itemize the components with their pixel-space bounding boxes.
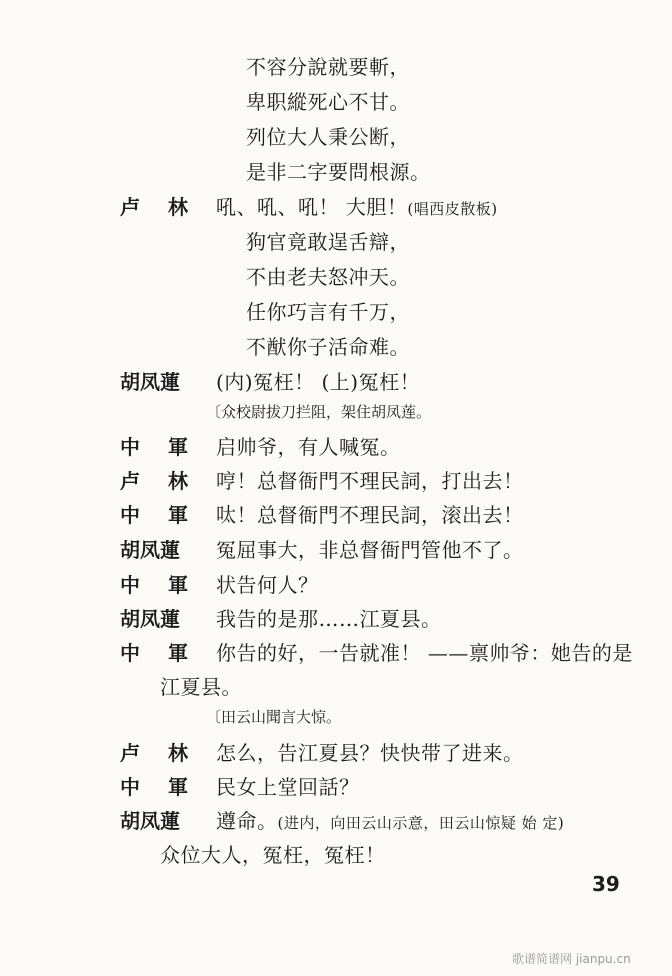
speaker-name: 胡凤蓮: [120, 370, 180, 394]
dialogue-line: [120, 194, 498, 222]
dialogue-text: 状告何人？: [216, 573, 319, 597]
dialogue-line: [120, 468, 524, 494]
dialogue-text: 遵命。: [216, 809, 278, 833]
verse-line: 列位大人秉公断，: [246, 125, 410, 149]
dialogue-text: (内)冤枉！ (上)冤枉！: [216, 370, 421, 394]
speaker-name: 卢 林: [120, 741, 192, 765]
speaker-name: 胡凤蓮: [120, 607, 180, 631]
dialogue-line: [120, 808, 564, 836]
dialogue-text: 你告的好，一告就准！ ——禀帅爷：她告的是: [216, 641, 633, 665]
stage-cue: (进内，向田云山示意，田云山惊疑 始 定): [277, 814, 565, 832]
continuation-line: 众位大人，冤枉，冤枉！: [160, 843, 386, 867]
speaker-name: 卢 林: [120, 195, 192, 219]
speaker-name: 中 軍: [120, 573, 192, 597]
speaker-name: 中 軍: [120, 775, 192, 799]
dialogue-text: 民女上堂回話？: [216, 775, 360, 799]
dialogue-text: 呔！总督衙門不理民詞，滚出去！: [216, 503, 524, 527]
continuation-line: 江夏县。: [160, 675, 242, 699]
speaker-name: 中 軍: [120, 435, 192, 459]
verse-line: 是非二字要問根源。: [246, 160, 431, 184]
verse-line: 狗官竟敢逞舌辯，: [246, 230, 410, 254]
dialogue-line: [120, 740, 524, 766]
dialogue-line: [120, 640, 633, 666]
dialogue-text: 吼、吼、吼！ 大胆！: [216, 195, 408, 219]
speaker-name: 胡凤蓮: [120, 538, 180, 562]
stage-direction: 〔众校尉拔刀拦阻，架住胡凤莲。: [206, 403, 432, 421]
dialogue-line: [120, 537, 524, 563]
dialogue-line: [120, 774, 360, 800]
dialogue-text: 我告的是那……江夏县。: [216, 607, 442, 631]
dialogue-line: [120, 369, 420, 395]
verse-line: 卑职縱死心不甘。: [246, 90, 410, 114]
verse-line: 不由老夫怒冲天。: [246, 265, 410, 289]
dialogue-line: [120, 434, 401, 460]
dialogue-line: [120, 572, 319, 598]
speaker-name: 胡凤蓮: [120, 809, 180, 833]
speaker-name: 中 軍: [120, 641, 192, 665]
speaker-name: 卢 林: [120, 469, 192, 493]
dialogue-text: 冤屈事大，非总督衙門管他不了。: [216, 538, 524, 562]
verse-line: 不容分說就要斬，: [246, 55, 410, 79]
dialogue-line: [120, 606, 442, 632]
stage-cue: (唱西皮散板): [407, 200, 498, 218]
watermark: 歌谱简谱网 jianpu.cn: [512, 952, 631, 966]
verse-line: 不猷你子活命难。: [246, 335, 410, 359]
verse-line: 任你巧言有千万，: [246, 300, 410, 324]
speaker-name: 中 軍: [120, 503, 192, 527]
dialogue-text: 启帅爷，有人喊冤。: [216, 435, 401, 459]
dialogue-text: 哼！总督衙門不理民詞，打出去！: [216, 469, 524, 493]
page-number: 39: [592, 872, 620, 896]
dialogue-line: [120, 502, 524, 528]
stage-direction: 〔田云山聞言大惊。: [206, 708, 342, 726]
dialogue-text: 怎么，告江夏县？快快带了进来。: [216, 741, 524, 765]
